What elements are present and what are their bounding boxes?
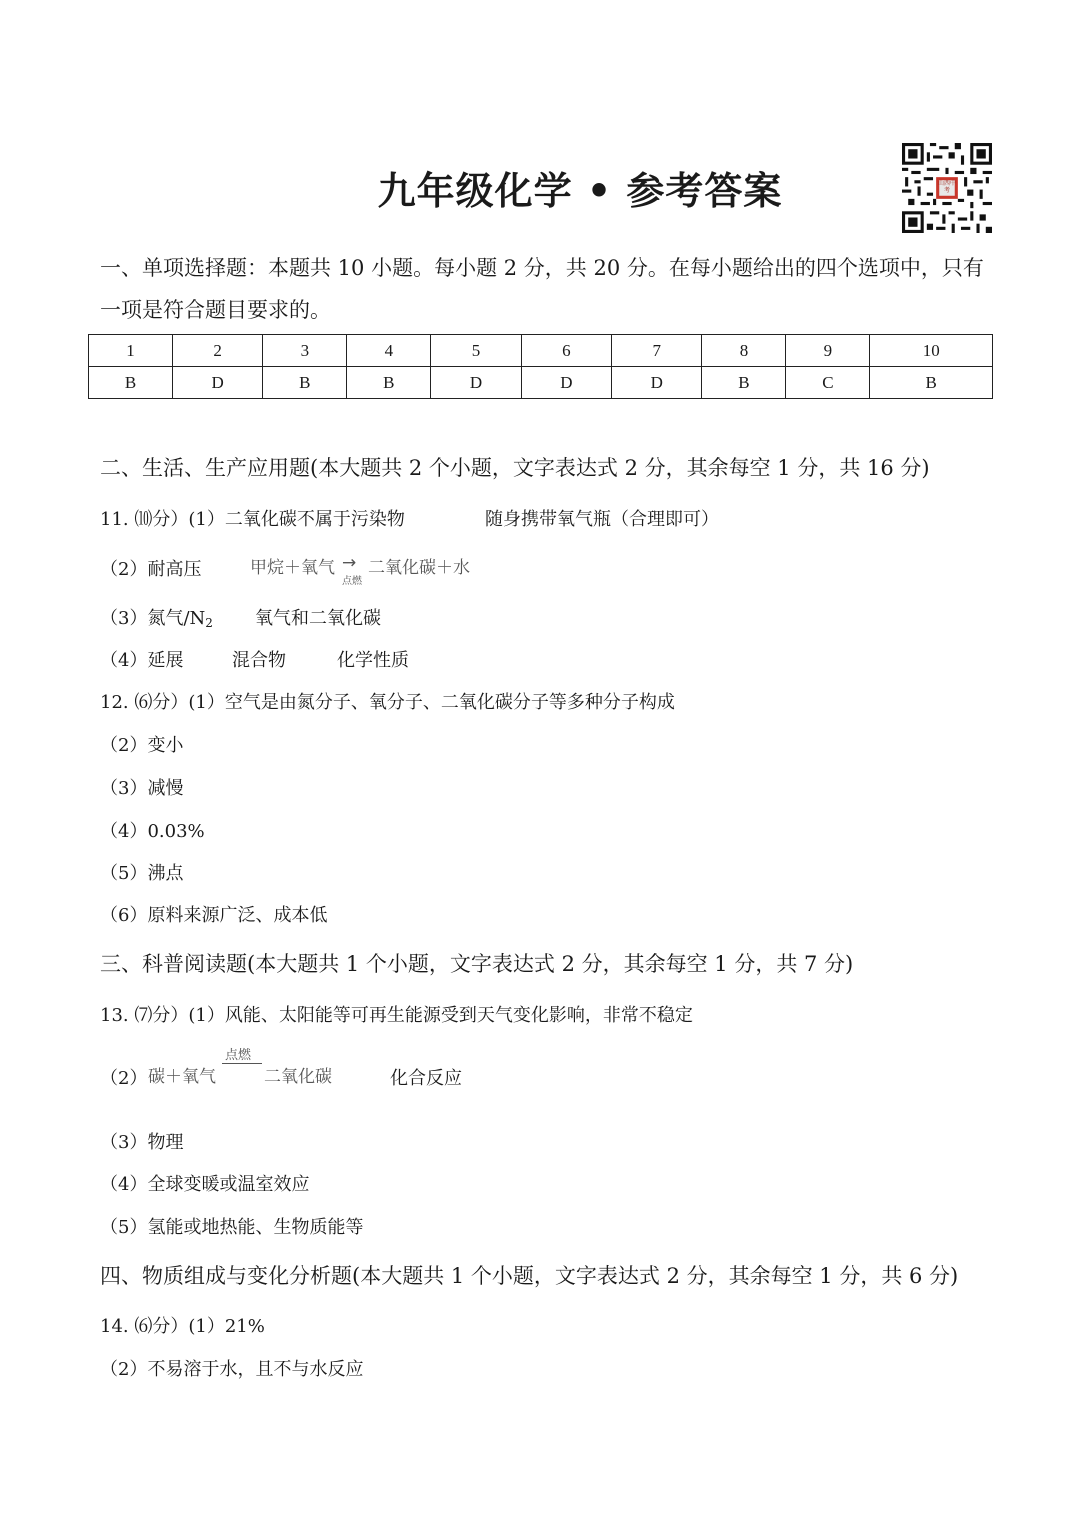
answer-cell: D (172, 367, 262, 399)
section3-heading: 三、科普阅读题(本大题共 1 个小题，文字表达式 2 分，其余每空 1 分，共 7 分) (100, 952, 854, 976)
question-number: 4 (347, 335, 431, 367)
answer-cell: D (521, 367, 611, 399)
q13-line5: （5）氢能或地热能、生物质能等 (100, 1217, 364, 1238)
q11-line1-second-answer: 随身携带氧气瓶（合理即可） (485, 509, 719, 530)
answer-table (88, 334, 993, 399)
q12-line2: （2）变小 (100, 735, 184, 756)
reaction-condition: 点燃 (225, 1048, 252, 1063)
section2-heading: 二、生活、生产应用题(本大题共 2 个小题，文字表达式 2 分，其余每空 1 分，共 16 分) (100, 456, 930, 480)
section1-intro-line1: 一、单项选择题：本题共 10 小题。每小题 2 分，共 20 分。在每小题给出的四个选项中，只有 (100, 256, 984, 280)
question-number: 8 (702, 335, 786, 367)
q11-line4-b: 混合物 (232, 650, 286, 671)
q11-line3-text: （3）氮气/N (100, 608, 206, 629)
answer-cell: D (431, 367, 521, 399)
question-number-row (89, 335, 993, 367)
q12-line4: （4）0.03% (100, 821, 205, 842)
q13-line1: 13. ⑺分）(1）风能、太阳能等可再生能源受到天气变化影响，非常不稳定 (100, 1005, 693, 1026)
question-number: 1 (89, 335, 173, 367)
reaction-arrow: → (342, 553, 357, 573)
answer-cell: B (263, 367, 347, 399)
q13-line3: （3）物理 (100, 1132, 184, 1153)
q14-line1: 14. ⑹分）(1）21% (100, 1316, 265, 1337)
section1-intro-line2: 一项是符合题目要求的。 (100, 298, 331, 322)
q11-line2: （2）耐高压 (100, 559, 202, 580)
answer-cell: B (702, 367, 786, 399)
section4-heading: 四、物质组成与变化分析题(本大题共 1 个小题，文字表达式 2 分，其余每空 1 分，共 6 分) (100, 1264, 959, 1288)
reaction-equals-line (222, 1063, 262, 1064)
question-number: 2 (172, 335, 262, 367)
question-number: 6 (521, 335, 611, 367)
q13-line2-reaction-type: 化合反应 (390, 1068, 462, 1089)
answer-cell: B (347, 367, 431, 399)
question-number: 7 (612, 335, 702, 367)
q12-line1: 12. ⑹分）(1）空气是由氮分子、氧分子、二氧化碳分子等多种分子构成 (100, 692, 675, 713)
question-number: 5 (431, 335, 521, 367)
q11-line1: 11. ⑽分）(1）二氧化碳不属于污染物 (100, 509, 405, 530)
answer-cell: C (786, 367, 870, 399)
question-number: 9 (786, 335, 870, 367)
q13-line4: （4）全球变暖或温室效应 (100, 1174, 310, 1195)
answer-row (89, 367, 993, 399)
q11-line4-c: 化学性质 (337, 650, 409, 671)
q13-line2: （2） (100, 1068, 148, 1089)
equation-products: 二氧化碳 (264, 1067, 332, 1087)
question-number: 10 (870, 335, 993, 367)
q11-line3 (100, 604, 213, 630)
q13-word-equation (148, 1044, 358, 1088)
q14-line2: （2）不易溶于水，且不与水反应 (100, 1359, 364, 1380)
qr-badge-text: 山西中考 (938, 180, 957, 194)
q12-line5: （5）沸点 (100, 863, 184, 884)
page-title: 九年级化学 • 参考答案 (377, 169, 783, 213)
q12-line3: （3）减慢 (100, 778, 184, 799)
q11-line4-a: （4）延展 (100, 650, 184, 671)
answer-cell: D (612, 367, 702, 399)
equation-reactants: 甲烷＋氧气 (250, 558, 335, 578)
answer-cell: B (870, 367, 993, 399)
q12-line6: （6）原料来源广泛、成本低 (100, 905, 328, 926)
question-number: 3 (263, 335, 347, 367)
answer-cell: B (89, 367, 173, 399)
q11-word-equation (250, 553, 490, 587)
subscript-2: 2 (205, 616, 213, 630)
reaction-condition: 点燃 (342, 576, 362, 587)
q11-line3-second-answer: 氧气和二氧化碳 (255, 608, 381, 629)
equation-reactants: 碳＋氧气 (148, 1067, 216, 1087)
equation-products: 二氧化碳＋水 (368, 558, 470, 578)
